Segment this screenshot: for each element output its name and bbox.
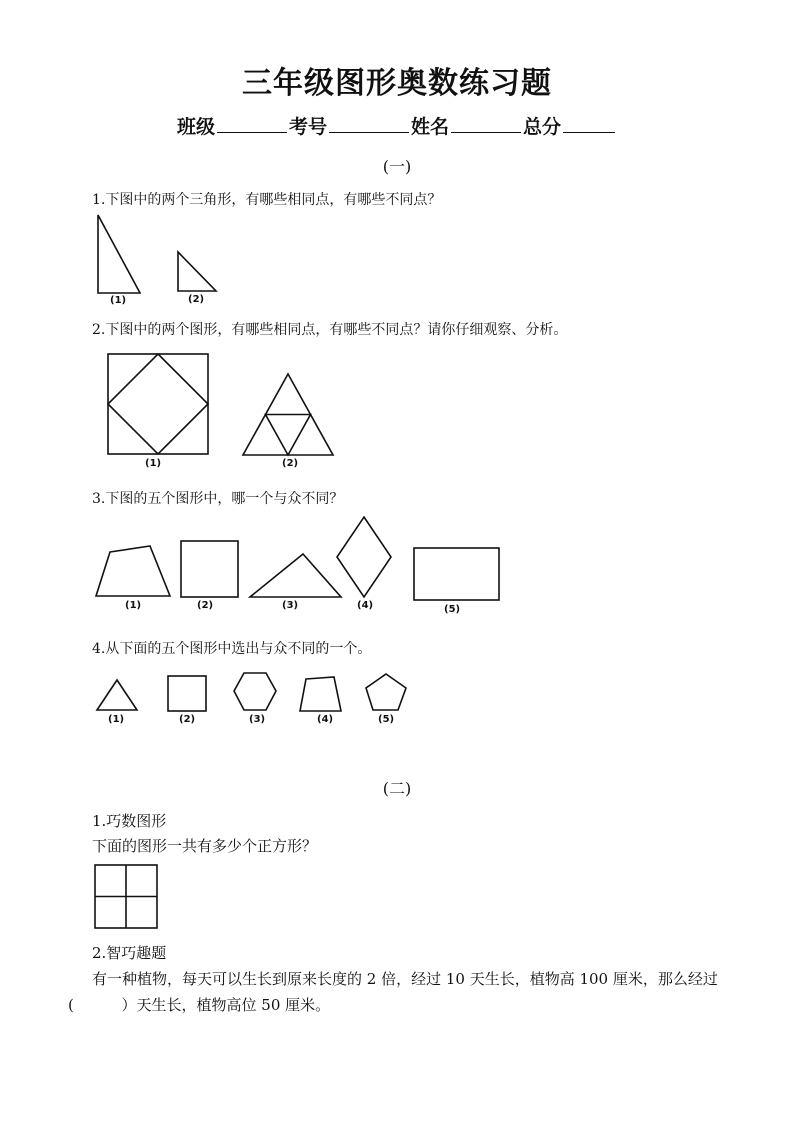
class-label: 班级 <box>176 116 215 138</box>
q2-inner-diamond <box>108 354 208 454</box>
q4-pentagon <box>366 674 406 710</box>
q4-hexagon <box>234 673 276 710</box>
q2-inner-triangle <box>266 415 311 456</box>
part1-q2-text: 2.下图中的两个图形，有哪些相同点，有哪些不同点？请你仔细观察、分析。 <box>92 322 568 338</box>
number-label: 考号 <box>288 116 327 138</box>
q1-small-triangle <box>178 252 216 291</box>
q3-label-3: (3) <box>282 600 299 611</box>
part2-q2-line2: ( ）天生长，植物高位 50 厘米。 <box>68 996 331 1014</box>
part2-q1-text: 下面的图形一共有多少个正方形？ <box>92 837 318 855</box>
part2-q2-title: 2.智巧趣题 <box>92 944 167 962</box>
q4-triangle <box>97 680 137 710</box>
part2-heading: (二) <box>382 779 412 798</box>
q2-label-2: (2) <box>282 458 299 469</box>
q3-quadrilateral <box>96 546 170 596</box>
q3-label-5: (5) <box>444 604 461 615</box>
page-title: 三年级图形奥数练习题 <box>242 66 552 101</box>
q3-square <box>181 541 238 597</box>
q3-rectangle <box>414 548 499 600</box>
q4-label-5: (5) <box>378 714 395 725</box>
q3-label-2: (2) <box>197 600 214 611</box>
q4-label-2: (2) <box>179 714 196 725</box>
q1-label-1: (1) <box>110 295 127 306</box>
q4-label-4: (4) <box>317 714 334 725</box>
part1-heading: (一) <box>382 157 412 176</box>
q3-label-4: (4) <box>357 600 374 611</box>
score-label: 总分 <box>523 116 562 138</box>
part1-q4-text: 4.从下面的五个图形中选出与众不同的一个。 <box>92 641 372 657</box>
q4-label-1: (1) <box>108 714 125 725</box>
q2-square <box>108 354 208 454</box>
part1-q3-text: 3.下图的五个图形中，哪一个与众不同？ <box>92 491 344 507</box>
q4-label-3: (3) <box>249 714 266 725</box>
q4-trapezoid <box>300 677 341 711</box>
q1-large-triangle <box>98 215 140 293</box>
q4-square <box>168 676 206 711</box>
q1-label-2: (2) <box>188 294 205 305</box>
q3-label-1: (1) <box>125 600 142 611</box>
q3-triangle <box>250 554 341 597</box>
name-label: 姓名 <box>411 116 450 138</box>
q2-label-1: (1) <box>145 458 162 469</box>
part1-q1-text: 1.下图中的两个三角形，有哪些相同点，有哪些不同点？ <box>92 192 442 208</box>
q3-rhombus <box>337 517 391 597</box>
part2-q2-line1: 有一种植物，每天可以生长到原来长度的 2 倍，经过 10 天生长，植物高 100 厘米，那么经过 <box>92 970 718 988</box>
part2-q1-title: 1.巧数图形 <box>92 812 167 830</box>
